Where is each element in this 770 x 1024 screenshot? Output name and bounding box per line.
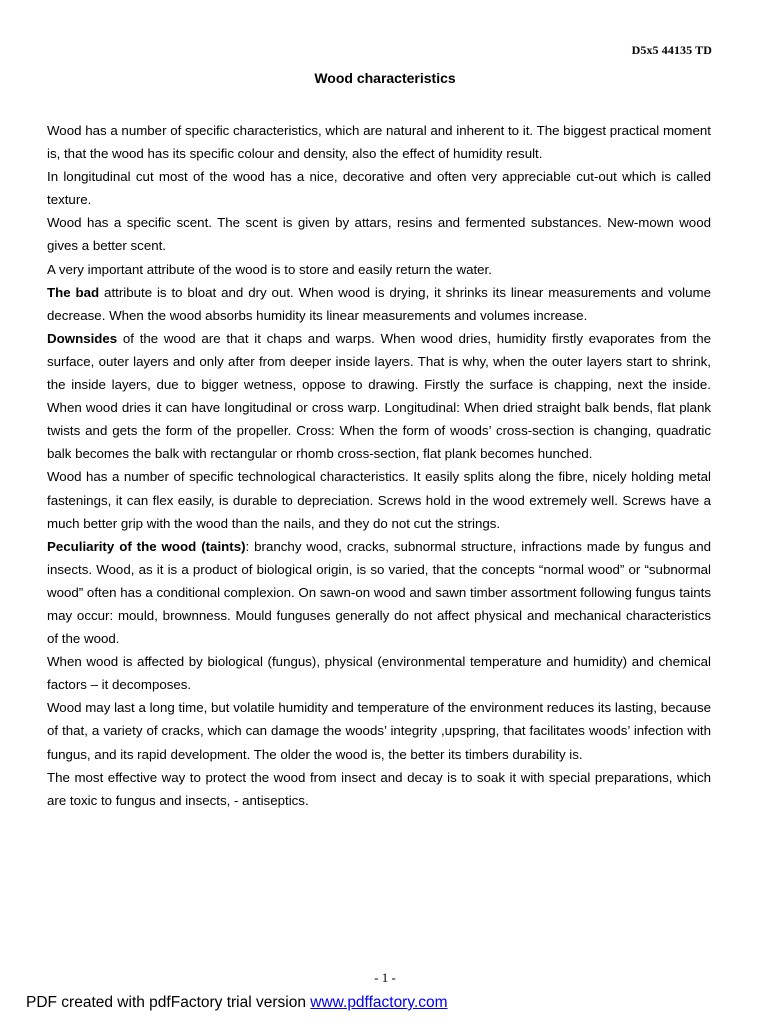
paragraph	[47, 327, 711, 466]
paragraph-text: Wood may last a long time, but volatile humidity and temperature of the environment reduces its lasting, because of that, a variety of cracks, which can damage the woods’ integrity ,upspring, that facilitates woods’ infection with fungus, and its rapid development. The older the wood is, the better its timbers durability is.	[47, 700, 711, 762]
paragraph-text: of the wood are that it chaps and warps. When wood dries, humidity firstly evaporates from the surface, outer layers and only after from deeper inside layers. That is why, when the outer layers start to shrink, the inside layers, due to bigger wetness, oppose to drawing. Firstly the surface is chapping, next the inside. When wood dries it can have longitudinal or cross warp. Longitudinal: When dried straight balk bends, flat plank twists and gets the form of the propeller. Cross: When the form of woods’ cross-section is changing, quadratic balk becomes the balk with rectangular or rhomb cross-section, flat plank becomes hunched.	[47, 330, 711, 462]
paragraph	[47, 211, 711, 257]
paragraph	[47, 696, 711, 765]
paragraph-text: In longitudinal cut most of the wood has a nice, decorative and often very appreciable cut-out which is called texture.	[47, 169, 711, 208]
paragraph-text: Wood has a number of specific characteristics, which are natural and inherent to it. The biggest practical moment is, that the wood has its specific colour and density, also the effect of humidity result.	[47, 123, 711, 162]
paragraph-text: When wood is affected by biological (fungus), physical (environmental temperature and humidity) and chemical factors – it decomposes.	[47, 654, 711, 693]
paragraph	[47, 165, 711, 211]
paragraph	[47, 119, 711, 165]
page-number: - 1 -	[374, 970, 396, 985]
document-code: D5x5 44135 TD	[631, 43, 712, 57]
paragraph	[47, 465, 711, 534]
paragraph	[47, 281, 711, 327]
paragraph-lead: The bad	[47, 284, 100, 300]
paragraph-text: The most effective way to protect the wood from insect and decay is to soak it with special preparations, which are toxic to fungus and insects, - antiseptics.	[47, 769, 711, 808]
paragraph	[47, 535, 711, 650]
paragraph-lead: Downsides	[47, 330, 118, 346]
paragraph-text: Wood has a specific scent. The scent is given by attars, resins and fermented substances. New-mown wood gives a better scent.	[47, 215, 711, 254]
paragraph	[47, 650, 711, 696]
paragraph-text: attribute is to bloat and dry out. When wood is drying, it shrinks its linear measurements and volume decrease. When the wood absorbs humidity its linear measurements and volumes increase.	[47, 284, 711, 323]
paragraph	[47, 258, 711, 281]
pdf-footer	[26, 994, 448, 1012]
paragraph-lead: Peculiarity of the wood (taints)	[47, 538, 246, 554]
paragraph	[47, 766, 711, 812]
page-title: Wood characteristics	[314, 70, 456, 86]
paragraph-text: Wood has a number of specific technological characteristics. It easily splits along the fibre, nicely holding metal fastenings, it can flex easily, is durable to depreciation. Screws hold in the wood extremely well. Screws have a much better grip with the wood than the nails, and they do not cut the strings.	[47, 469, 711, 531]
paragraph-text: : branchy wood, cracks, subnormal structure, infractions made by fungus and insects. Wood, as it is a product of biological origin, is so varied, that the concepts “normal wood” or “subnormal wood” often has a conditional complexion. On sawn-on wood and sawn timber assortment following fungus taints may occur: mould, brownness. Mould funguses generally do not affect physical and mechanical characteristics of the wood.	[47, 538, 711, 647]
pdf-factory-link[interactable]: www.pdffactory.com	[310, 994, 448, 1011]
paragraph-text: A very important attribute of the wood is to store and easily return the water.	[47, 261, 492, 277]
pdf-notice: PDF created with pdfFactory trial version	[26, 994, 311, 1011]
body-text	[47, 119, 711, 812]
